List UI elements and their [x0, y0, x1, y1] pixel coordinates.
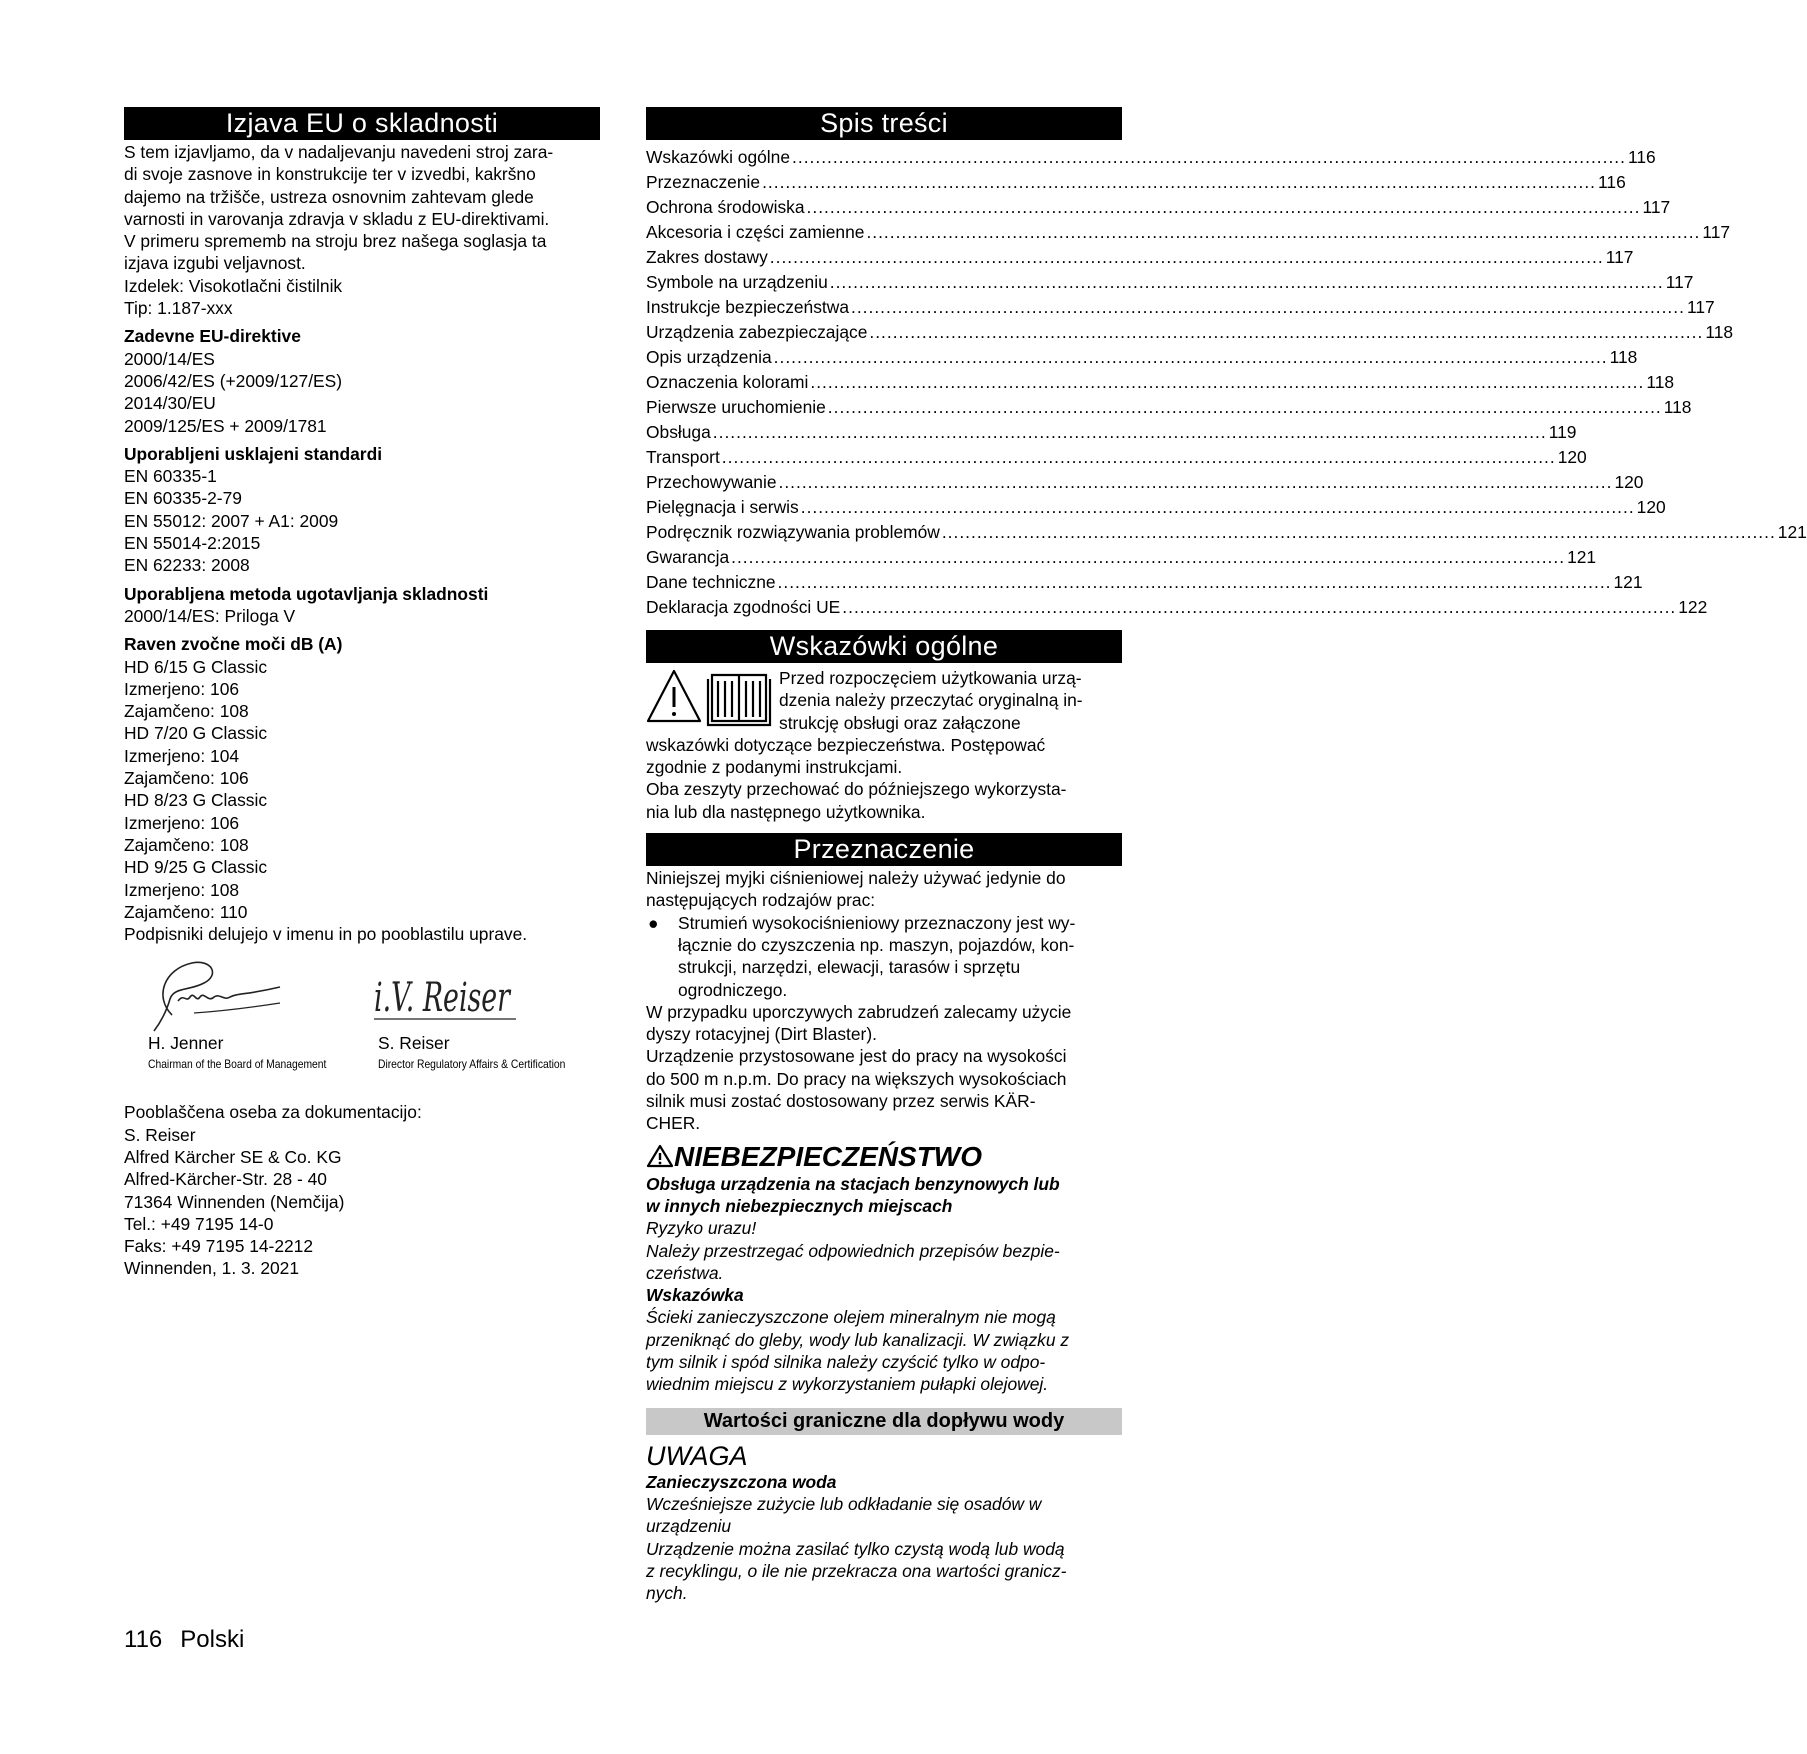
method-section — [124, 583, 600, 628]
toc-leader-dots — [810, 370, 1644, 395]
general-indented-text — [779, 667, 1122, 734]
toc-page: 118 — [1705, 322, 1734, 342]
sound-heading: Raven zvočne moči dB (A) — [124, 634, 343, 655]
text-line: dyszy rotacyjnej (Dirt Blaster). — [646, 1024, 877, 1045]
text-line: V primeru sprememb na stroju brez našega soglasja ta — [124, 231, 547, 252]
toc-label: Ochrona środowiska — [646, 197, 805, 217]
toc-label: Urządzenia zabezpieczające — [646, 322, 868, 342]
text-line: wiednim miejscu z wykorzystaniem pułapki olejowej. — [646, 1374, 1049, 1395]
text-line: Należy przestrzegać odpowiednich przepisów bezpie- — [646, 1240, 1060, 1261]
water-limits-title: Wartości graniczne dla dopływu wody — [646, 1408, 1122, 1435]
method-heading: Uporabljena metoda ugotavljanja skladnosti — [124, 583, 489, 604]
toc-label: Podręcznik rozwiązywania problemów — [646, 522, 940, 542]
right-column — [646, 107, 1807, 1604]
toc-page: 117 — [1702, 222, 1731, 242]
signature-reiser — [370, 959, 520, 1029]
text-line: Strumień wysokociśnieniowy przeznaczony jest wy- — [678, 912, 1076, 933]
toc-row — [646, 495, 1666, 520]
toc-label: Przeznaczenie — [646, 172, 761, 192]
text-line: izjava izgubi veljavnost. — [124, 253, 306, 274]
declaration-title: Izjava EU o skladnosti — [124, 107, 600, 140]
text-line: przeniknąć do gleby, wody lub kanalizacji. W związku z — [646, 1329, 1070, 1350]
text-line: EN 62233: 2008 — [124, 555, 250, 576]
caution-bold-text: Zanieczyszczona woda — [646, 1471, 837, 1492]
caution-text — [646, 1493, 1122, 1604]
text-line: 2000/14/ES: Priloga V — [124, 605, 296, 626]
note-text — [646, 1306, 1122, 1395]
toc-page: 121 — [1613, 572, 1643, 592]
text-line: Tip: 1.187-xxx — [124, 298, 233, 319]
text-line: do 500 m n.p.m. Do pracy na większych wysokościach — [646, 1068, 1067, 1089]
toc-leader-dots — [807, 195, 1641, 220]
toc-row — [646, 545, 1597, 570]
toc-row — [646, 570, 1643, 595]
toc-leader-dots — [866, 220, 1700, 245]
text-line: Zajamčeno: 106 — [124, 768, 249, 789]
toc-page: 121 — [1567, 547, 1597, 567]
signer-two-name: S. Reiser — [378, 1033, 450, 1054]
toc-label: Instrukcje bezpieczeństwa — [646, 297, 849, 317]
toc-leader-dots — [770, 245, 1604, 270]
standards-list — [124, 465, 600, 576]
toc-leader-dots — [778, 570, 1612, 595]
text-line: Przed rozpoczęciem użytkowania urzą- — [779, 668, 1082, 688]
toc-row — [646, 420, 1577, 445]
caution-title: UWAGA — [646, 1440, 748, 1471]
toc-page: 120 — [1557, 447, 1587, 467]
text-line: Tel.: +49 7195 14-0 — [124, 1213, 274, 1234]
warning-and-manual-icons — [646, 667, 774, 729]
text-line: Wcześniejsze zużycie lub odkładanie się osadów w — [646, 1493, 1042, 1514]
page-footer — [124, 1626, 262, 1654]
sound-section — [124, 633, 600, 945]
toc-leader-dots — [842, 595, 1676, 620]
general-text — [646, 734, 1122, 823]
toc-page: 118 — [1646, 372, 1675, 392]
toc-row — [646, 320, 1734, 345]
toc-page: 117 — [1642, 197, 1671, 217]
contact-block — [124, 1101, 600, 1279]
signer-one-title: Chairman of the Board of Management — [148, 1057, 327, 1072]
toc-row — [646, 170, 1626, 195]
toc-row — [646, 395, 1692, 420]
text-line: 2009/125/ES + 2009/1781 — [124, 415, 327, 436]
toc-label: Akcesoria i części zamienne — [646, 222, 865, 242]
text-line: strukcję obsługi oraz załączone — [779, 712, 1021, 733]
text-line: następujących rodzajów prac: — [646, 890, 876, 911]
text-line: tym silnik i spód silnika należy czyścić tylko w odpo- — [646, 1352, 1046, 1373]
general-title: Wskazówki ogólne — [646, 630, 1122, 663]
text-line: HD 9/25 G Classic — [124, 857, 268, 878]
toc-page: 116 — [1627, 147, 1656, 167]
toc-leader-dots — [869, 320, 1703, 345]
text-line: zgodnie z podanymi instrukcjami. — [646, 757, 903, 778]
toc-row — [646, 370, 1675, 395]
text-line: Niniejszej myjki ciśnieniowej należy używać jedynie do — [646, 868, 1066, 889]
text-line: S tem izjavljamo, da v nadaljevanju navedeni stroj zara- — [124, 142, 554, 162]
purpose-intro — [646, 867, 1122, 912]
text-line: Alfred-Kärcher-Str. 28 - 40 — [124, 1169, 327, 1190]
toc-label: Gwarancja — [646, 547, 730, 567]
toc-label: Transport — [646, 447, 720, 467]
text-line: S. Reiser — [124, 1124, 196, 1145]
note-heading: Wskazówka — [646, 1285, 744, 1306]
toc-page: 121 — [1777, 522, 1807, 542]
toc-label: Oznaczenia kolorami — [646, 372, 809, 392]
method-list — [124, 605, 600, 627]
text-line: 71364 Winnenden (Nemčija) — [124, 1191, 345, 1212]
toc-page: 116 — [1598, 172, 1626, 192]
toc-row — [646, 445, 1587, 470]
toc-leader-dots — [830, 270, 1664, 295]
text-line: di svoje zasnove in konstrukcije ter v izvedbi, kakršno — [124, 164, 536, 185]
danger-title: NIEBEZPIECZEŃSTWO — [674, 1140, 983, 1172]
purpose-text — [646, 1001, 1122, 1135]
sound-list — [124, 656, 600, 946]
toc-label: Wskazówki ogólne — [646, 147, 791, 167]
text-line: Oba zeszyty przechować do późniejszego wykorzysta- — [646, 779, 1067, 800]
toc-leader-dots — [942, 520, 1776, 545]
toc-row — [646, 295, 1715, 320]
signer-two-title: Director Regulatory Affairs & Certification — [378, 1057, 566, 1072]
signer-one-name: H. Jenner — [148, 1033, 224, 1054]
toc-leader-dots — [851, 295, 1685, 320]
toc-label: Symbole na urządzeniu — [646, 272, 828, 292]
text-line: Alfred Kärcher SE & Co. KG — [124, 1146, 342, 1167]
text-line: Podpisniki delujejo v imenu in po pooblastilu uprave. — [124, 924, 528, 945]
purpose-bullet-text — [678, 912, 1075, 1001]
text-line: dajemo na tržišče, ustreza osnovnim zahtevam glede — [124, 186, 534, 207]
text-line: Ścieki zanieczyszczone olejem mineralnym nie mogą — [646, 1307, 1056, 1328]
toc-page: 120 — [1636, 497, 1666, 517]
text-line: dzenia należy przeczytać oryginalną in- — [779, 690, 1083, 711]
text-line: EN 55012: 2007 + A1: 2009 — [124, 510, 339, 531]
declaration-intro — [124, 141, 600, 319]
standards-heading: Uporabljeni usklajeni standardi — [124, 443, 383, 464]
toc-row — [646, 470, 1644, 495]
toc-row — [646, 195, 1671, 220]
toc-leader-dots — [828, 395, 1662, 420]
table-of-contents — [646, 145, 1807, 620]
text-line: silnik musi zostać dostosowany przez serwis KÄR- — [646, 1091, 1036, 1112]
general-section — [646, 667, 1122, 823]
text-line: HD 8/23 G Classic — [124, 790, 268, 811]
text-line: HD 7/20 G Classic — [124, 723, 268, 744]
toc-label: Przechowywanie — [646, 472, 777, 492]
toc-label: Pielęgnacja i serwis — [646, 497, 799, 517]
toc-row — [646, 145, 1656, 170]
text-line: z recyklingu, o ile nie przekracza ona wartości granicz- — [646, 1560, 1067, 1581]
toc-page: 117 — [1605, 247, 1634, 267]
toc-label: Opis urządzenia — [646, 347, 772, 367]
text-line: EN 55014-2:2015 — [124, 533, 261, 554]
signer-two-mark: i.V. Reiser — [374, 975, 512, 1022]
toc-leader-dots — [731, 545, 1565, 570]
signature-jenner — [134, 957, 284, 1035]
text-line: Izmerjeno: 104 — [124, 745, 240, 766]
toc-page: 118 — [1663, 397, 1692, 417]
text-line: Izmerjeno: 108 — [124, 879, 240, 900]
text-line: EN 60335-1 — [124, 466, 217, 487]
text-line: łącznie do czyszczenia np. maszyn, pojazdów, kon- — [678, 934, 1075, 955]
text-line: Winnenden, 1. 3. 2021 — [124, 1258, 300, 1279]
toc-page: 119 — [1548, 422, 1577, 442]
toc-page: 117 — [1686, 297, 1715, 317]
text-line: ogrodniczego. — [678, 979, 788, 1000]
toc-row — [646, 520, 1807, 545]
text-line: Pooblaščena oseba za dokumentacijo: — [124, 1102, 422, 1123]
toc-leader-dots — [774, 345, 1608, 370]
purpose-bullet — [646, 912, 1122, 1001]
text-line: Izmerjeno: 106 — [124, 678, 240, 699]
manual-book-icon — [708, 675, 770, 725]
text-line: W przypadku uporczywych zabrudzeń zalecamy użycie — [646, 1001, 1072, 1022]
danger-text — [646, 1217, 1122, 1284]
text-line: Obsługa urządzenia na stacjach benzynowych lub — [646, 1173, 1060, 1194]
toc-leader-dots — [713, 420, 1547, 445]
danger-heading — [646, 1141, 1122, 1173]
toc-page: 118 — [1609, 347, 1638, 367]
text-line: strukcji, narzędzi, elewacji, tarasów i sprzętu — [678, 957, 1021, 978]
page-number: 116 — [124, 1626, 163, 1653]
toc-leader-dots — [722, 445, 1556, 470]
footer-language: Polski — [180, 1626, 245, 1653]
text-line: Ryzyko urazu! — [646, 1218, 757, 1239]
text-line: Urządzenie można zasilać tylko czystą wodą lub wodą — [646, 1538, 1065, 1559]
directives-section — [124, 325, 600, 436]
toc-row — [646, 220, 1731, 245]
text-line: 2006/42/ES (+2009/127/ES) — [124, 370, 343, 391]
standards-section — [124, 443, 600, 577]
text-line: nia lub dla następnego użytkownika. — [646, 801, 926, 822]
toc-row — [646, 245, 1634, 270]
toc-row — [646, 270, 1694, 295]
toc-label: Pierwsze uruchomienie — [646, 397, 826, 417]
text-line: HD 6/15 G Classic — [124, 656, 268, 677]
toc-leader-dots — [792, 145, 1626, 170]
text-line: czeństwa. — [646, 1262, 724, 1283]
directives-list — [124, 348, 600, 437]
directives-heading: Zadevne EU-direktive — [124, 326, 301, 347]
text-line: Zajamčeno: 108 — [124, 834, 249, 855]
text-line: Zajamčeno: 108 — [124, 701, 249, 722]
toc-leader-dots — [779, 470, 1613, 495]
danger-bold-text — [646, 1173, 1122, 1218]
toc-label: Deklaracja zgodności UE — [646, 597, 841, 617]
text-line: wskazówki dotyczące bezpieczeństwa. Postępować — [646, 734, 1046, 755]
toc-page: 120 — [1614, 472, 1644, 492]
signatures — [124, 953, 600, 1091]
text-line: Zajamčeno: 110 — [124, 901, 248, 922]
text-line: CHER. — [646, 1113, 701, 1134]
text-line: 2014/30/EU — [124, 393, 216, 414]
purpose-title: Przeznaczenie — [646, 833, 1122, 866]
text-line: Urządzenie przystosowane jest do pracy na wysokości — [646, 1046, 1067, 1067]
toc-page: 117 — [1665, 272, 1694, 292]
toc-row — [646, 345, 1638, 370]
text-line: EN 60335-2-79 — [124, 488, 242, 509]
text-line: Faks: +49 7195 14-2212 — [124, 1236, 314, 1257]
left-column — [124, 107, 600, 1280]
toc-label: Dane techniczne — [646, 572, 776, 592]
danger-triangle-icon — [646, 1144, 674, 1168]
toc-label: Zakres dostawy — [646, 247, 768, 267]
toc-page: 122 — [1678, 597, 1708, 617]
toc-leader-dots — [762, 170, 1596, 195]
toc-title: Spis treści — [646, 107, 1122, 140]
bullet-icon: ● — [648, 912, 659, 933]
toc-leader-dots — [801, 495, 1635, 520]
text-line: urządzeniu — [646, 1516, 732, 1537]
text-line: Izmerjeno: 106 — [124, 812, 240, 833]
toc-row — [646, 595, 1708, 620]
toc-label: Obsługa — [646, 422, 711, 442]
text-line: w innych niebezpiecznych miejscach — [646, 1195, 953, 1216]
text-line: Izdelek: Visokotlačni čistilnik — [124, 275, 343, 296]
text-line: varnosti in varovanja zdravja v skladu z EU-direktivami. — [124, 208, 550, 229]
text-line: 2000/14/ES — [124, 348, 215, 369]
text-line: nych. — [646, 1583, 688, 1604]
